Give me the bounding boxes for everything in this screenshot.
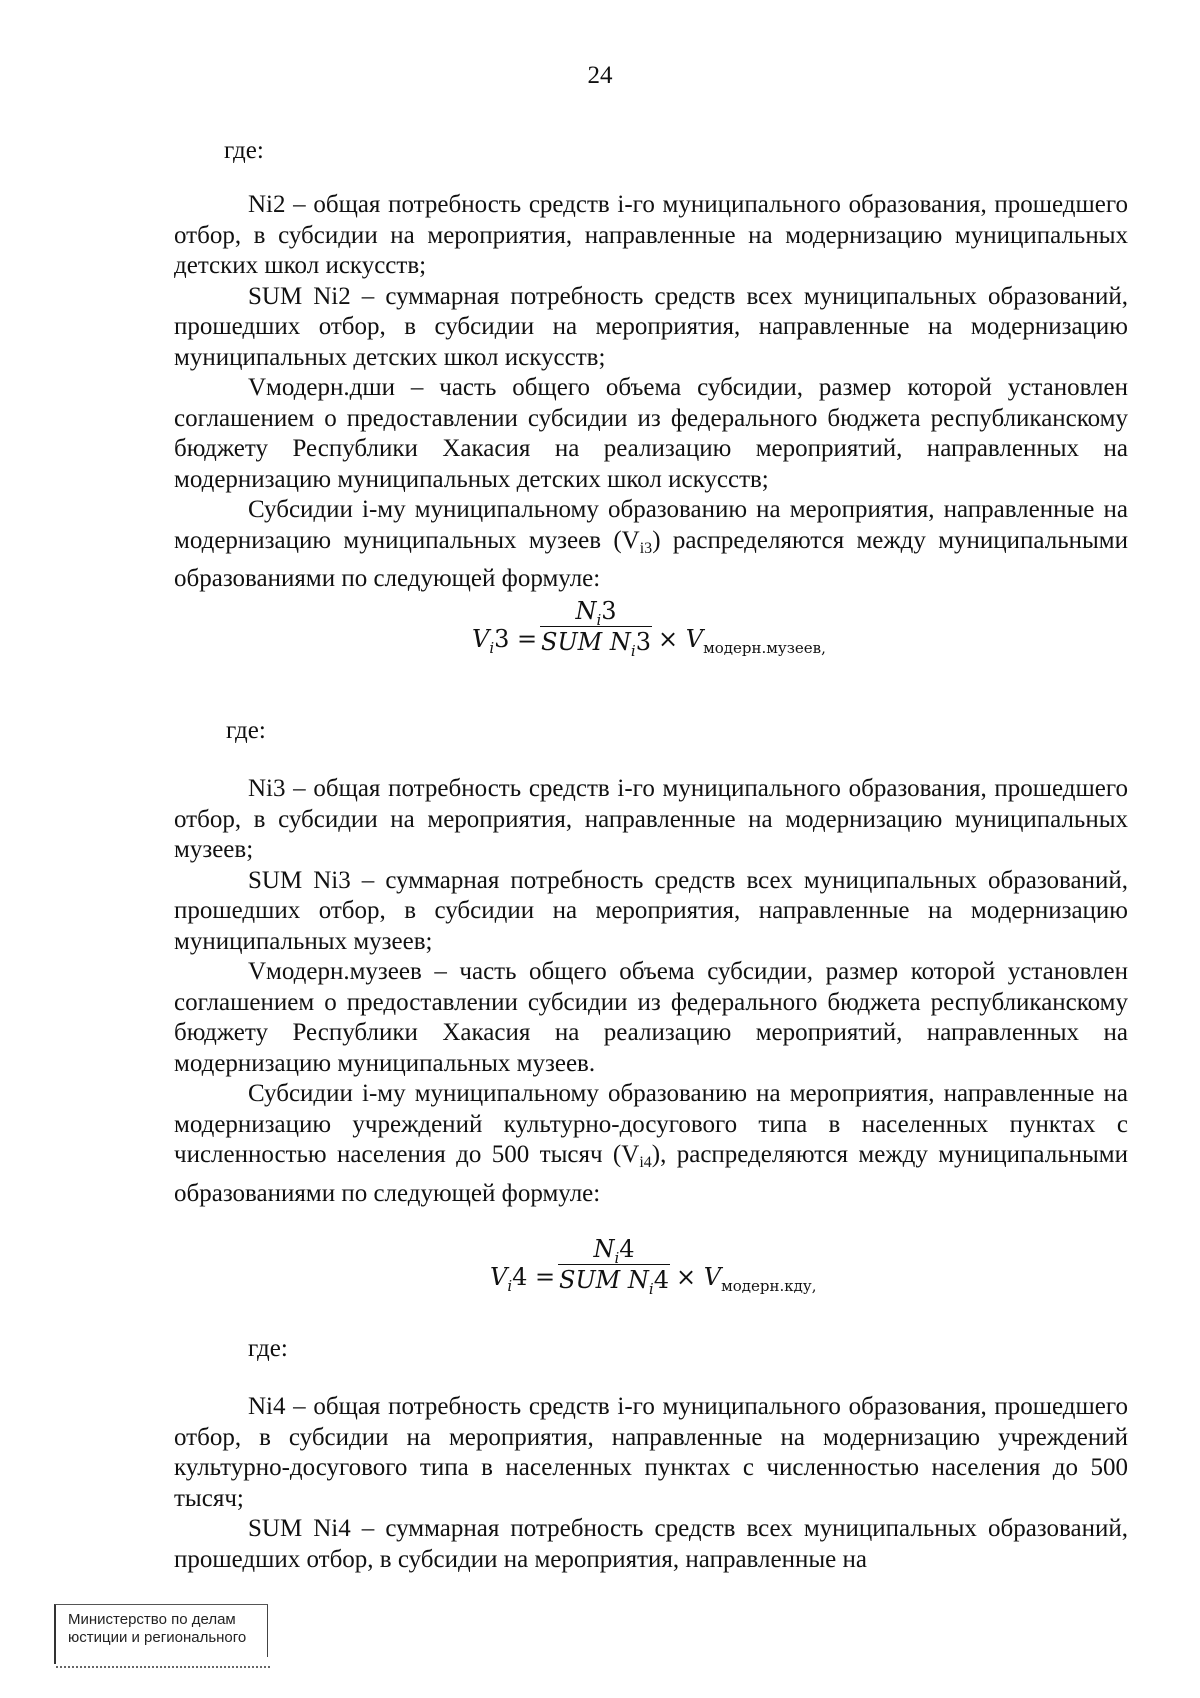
formula-vi4-fraction bbox=[558, 1234, 670, 1298]
formula-vi3-lhs: $V_i3$ = bbox=[472, 625, 538, 657]
paragraph-vmodern-dshi: Vмодерн.дши – часть общего объема субсидии, размер которой установлен соглашением о предоставлении субсидии из федерального бюджета республиканскому бюджету Республики Хакасия на реализацию мероприятий, направленных на модернизацию муниципальных детских школ искусств; bbox=[174, 374, 1128, 493]
paragraph-sum-ni4: SUM Ni4 – суммарная потребность средств всех муниципальных образований, прошедших отбор, в субсидии на мероприятия, направленные на bbox=[174, 1515, 1128, 1573]
text-block-1 bbox=[174, 190, 1128, 595]
formula-vi3-numerator: $N_i3$ bbox=[575, 597, 617, 629]
text-block-2 bbox=[174, 774, 1128, 1209]
formula-vi3 bbox=[174, 596, 1128, 676]
formula-vi3-fraction bbox=[540, 596, 652, 660]
formula-vi4-lhs: $V_i4$ = bbox=[490, 1263, 556, 1295]
formula-vi3-rhs: × $V_{модерн.музеев,}$ bbox=[658, 625, 826, 657]
paragraph-kdu-intro: Субсидии i-му муниципальному образованию на мероприятия, направленные на модернизацию учреждений культурно-досугового типа в населенных пунктах с численностью населения до 500 тысяч $(V_{i4})$, распределяются между муниципальными образованиями по следующей формуле: bbox=[174, 1080, 1128, 1207]
paragraph-vmodern-museums: Vмодерн.музеев – часть общего объема субсидии, размер которой установлен соглашением о предоставлении субсидии из федерального бюджета республиканскому бюджету Республики Хакасия на реализацию мероприятий, направленных на модернизацию муниципальных музеев. bbox=[174, 958, 1128, 1077]
formula-vi4-rhs: × $V_{модерн.кду,}$ bbox=[676, 1263, 817, 1295]
paragraph-ni2: Ni2 – общая потребность средств i-го муниципального образования, прошедшего отбор, в субсидии на мероприятия, направленные на модернизацию муниципальных детских школ искусств; bbox=[174, 191, 1128, 279]
formula-vi3-denominator: SUM $N_i3$ bbox=[541, 628, 651, 660]
paragraph-sum-ni3: SUM Ni3 – суммарная потребность средств всех муниципальных образований, прошедших отбор, в субсидии на мероприятия, направленные на модернизацию муниципальных музеев; bbox=[174, 866, 1128, 955]
stamp-line-2: юстиции и регионального bbox=[68, 1629, 247, 1646]
text-block-3 bbox=[174, 1392, 1128, 1575]
stamp-dotted-line bbox=[56, 1666, 270, 1668]
where-label-3: где: bbox=[248, 1335, 288, 1362]
paragraph-ni4: Ni4 – общая потребность средств i-го муниципального образования, прошедшего отбор, в субсидии на мероприятия, направленные на модернизацию учреждений культурно-досугового типа в населенных пунктах с численностью населения до 500 тысяч; bbox=[174, 1393, 1128, 1512]
where-label-2: где: bbox=[226, 717, 266, 744]
paragraph-museums-intro: Субсидии i-му муниципальному образованию на мероприятия, направленные на модернизацию муниципальных музеев $(V_{i3})$ распределяются между муниципальными образованиями по следующей формуле: bbox=[174, 496, 1128, 592]
paragraph-sum-ni2: SUM Ni2 – суммарная потребность средств всех муниципальных образований, прошедших отбор, в субсидии на мероприятия, направленные на модернизацию муниципальных детских школ искусств; bbox=[174, 282, 1128, 371]
formula-vi4-denominator: SUM $N_i4$ bbox=[559, 1266, 669, 1298]
where-label-1: где: bbox=[224, 137, 264, 164]
formula-vi4-numerator: $N_i4$ bbox=[593, 1235, 635, 1267]
page-number: 24 bbox=[587, 62, 613, 89]
paragraph-ni3: Ni3 – общая потребность средств i-го муниципального образования, прошедшего отбор, в субсидии на мероприятия, направленные на модернизацию муниципальных музеев; bbox=[174, 775, 1128, 863]
formula-vi4 bbox=[174, 1234, 1128, 1314]
stamp-line-1: Министерство по делам bbox=[68, 1611, 236, 1628]
stamp-border bbox=[267, 1605, 268, 1657]
ministry-stamp bbox=[54, 1604, 268, 1664]
